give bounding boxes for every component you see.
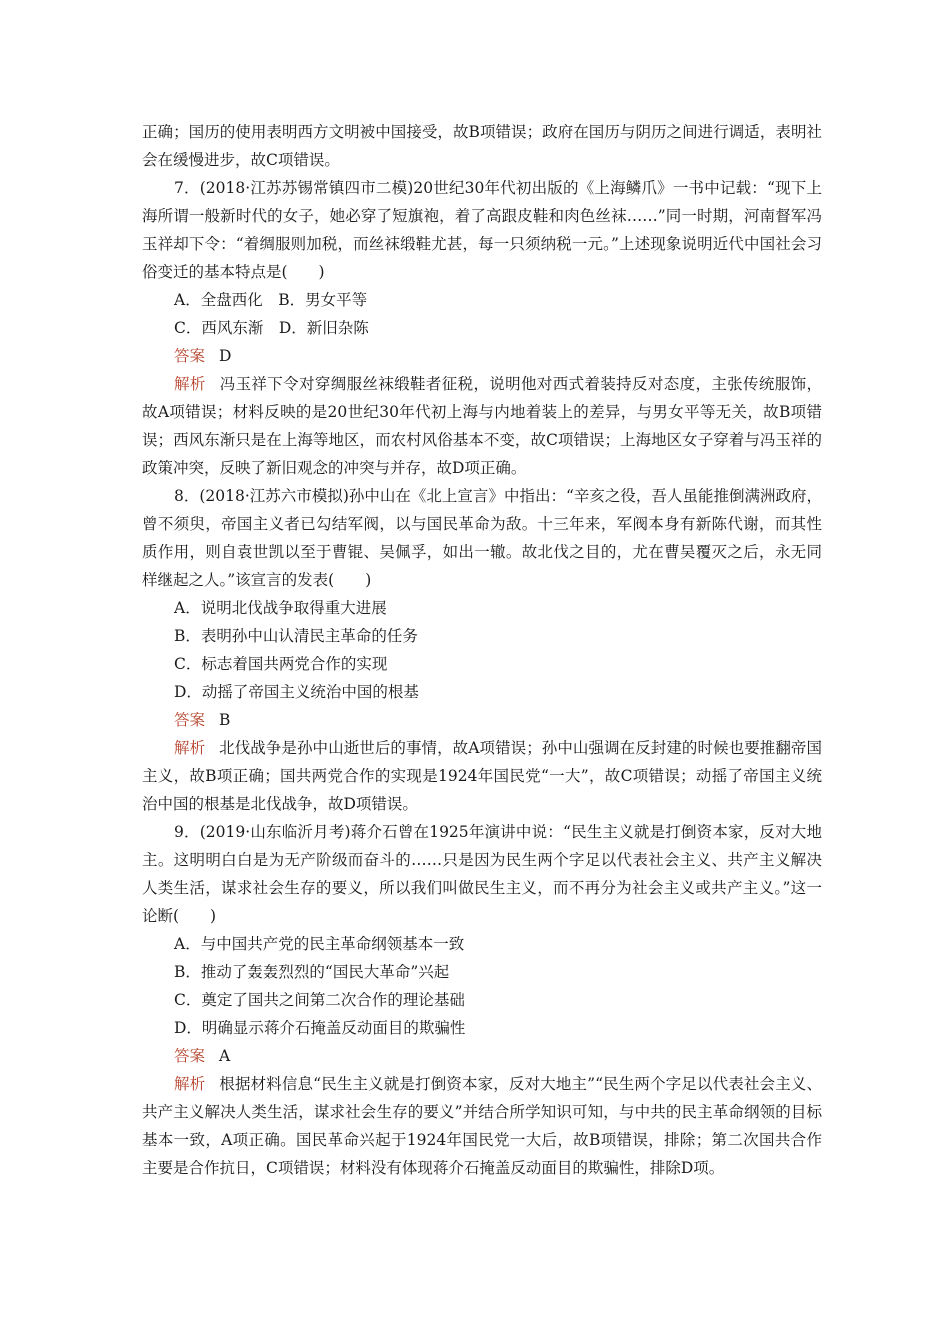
question-8-option-d: D．动摇了帝国主义统治中国的根基 xyxy=(174,683,419,701)
analysis-text: 北伐战争是孙中山逝世后的事情，故A项错误；孙中山强调在反封建的时候也要推翻帝国主义，故B项正确；国共两党合作的实现是1924年国民党“一大”，故C项错误；动摇了帝国主义统治中国的根基是北伐战争，故D项错误。 xyxy=(142,739,822,813)
analysis-label: 解析 xyxy=(174,375,206,393)
analysis-text: 根据材料信息“民生主义就是打倒资本家，反对大地主”“民生两个字足以代表社会主义、共产主义解决人类生活，谋求社会生存的要义”并结合所学知识可知，与中共的民主革命纲领的目标基本一致，A项正确。国民革命兴起于1924年国民党一大后，故B项错误，排除；第二次国共合作主要是合作抗日，C项错误；材料没有体现蒋介石掩盖反动面目的欺骗性，排除D项。 xyxy=(142,1075,822,1177)
question-8-stem: 8．(2018·江苏六市模拟)孙中山在《北上宣言》中指出：“辛亥之役，吾人虽能推倒满洲政府，曾不须臾，帝国主义者已勾结军阀，以与国民革命为敌。十三年来，军阀本身有新陈代谢，而其性质作用，则自袁世凯以至于曹锟、吴佩孚，如出一辙。故北伐之目的，尤在曹吴覆灭之后，永无同样继起之人。”该宣言的发表( ) xyxy=(142,487,822,589)
analysis-label: 解析 xyxy=(174,1075,206,1093)
question-8-answer xyxy=(142,706,822,734)
question-9-answer xyxy=(142,1042,822,1070)
analysis-label: 解析 xyxy=(174,739,206,757)
question-7-stem: 7．(2018·江苏苏锡常镇四市二模)20世纪30年代初出版的《上海鳞爪》一书中记载：“现下上海所谓一般新时代的女子，她必穿了短旗袍，着了高跟皮鞋和肉色丝袜……”同一时期，河南督军冯玉祥却下令：“着绸服则加税，而丝袜缎鞋尤甚，每一只须纳税一元。”上述现象说明近代中国社会习俗变迁的基本特点是( ) xyxy=(142,179,822,281)
question-7-analysis xyxy=(142,370,822,482)
question-7-options-cd: C．西风东渐 D．新旧杂陈 xyxy=(174,319,369,337)
analysis-text: 冯玉祥下令对穿绸服丝袜缎鞋者征税，说明他对西式着装持反对态度，主张传统服饰，故A项错误；材料反映的是20世纪30年代初上海与内地着装上的差异，与男女平等无关，故B项错误；西风东渐只是在上海等地区，而农村风俗基本不变，故C项错误；上海地区女子穿着与冯玉祥的政策冲突，反映了新旧观念的冲突与并存，故D项正确。 xyxy=(142,375,822,477)
question-8-option-c: C．标志着国共两党合作的实现 xyxy=(174,655,388,673)
question-9-option-a: A．与中国共产党的民主革命纲领基本一致 xyxy=(174,935,465,953)
document-body xyxy=(142,118,822,1182)
answer-value: D xyxy=(219,347,232,365)
continued-paragraph: 正确；国历的使用表明西方文明被中国接受，故B项错误；政府在国历与阴历之间进行调适，表明社会在缓慢进步，故C项错误。 xyxy=(142,123,822,169)
answer-label: 答案 xyxy=(174,347,206,365)
question-8-analysis xyxy=(142,734,822,818)
question-9-option-c: C．奠定了国共之间第二次合作的理论基础 xyxy=(174,991,465,1009)
answer-label: 答案 xyxy=(174,711,206,729)
question-7-options-ab: A．全盘西化 B．男女平等 xyxy=(174,291,368,309)
answer-value: A xyxy=(219,1047,231,1065)
question-8-option-a: A．说明北伐战争取得重大进展 xyxy=(174,599,387,617)
question-8-option-b: B．表明孙中山认清民主革命的任务 xyxy=(174,627,418,645)
answer-label: 答案 xyxy=(174,1047,206,1065)
question-7-answer xyxy=(142,342,822,370)
question-9-option-d: D．明确显示蒋介石掩盖反动面目的欺骗性 xyxy=(174,1019,466,1037)
question-9-stem: 9．(2019·山东临沂月考)蒋介石曾在1925年演讲中说：“民生主义就是打倒资本家，反对大地主。这明明白白是为无产阶级而奋斗的……只是因为民生两个字足以代表社会主义、共产主义解决人类生活，谋求社会生存的要义，所以我们叫做民生主义，而不再分为社会主义或共产主义。”这一论断( ) xyxy=(142,823,822,925)
answer-value: B xyxy=(219,711,231,729)
question-9-option-b: B．推动了轰轰烈烈的“国民大革命”兴起 xyxy=(174,963,450,981)
question-9-analysis xyxy=(142,1070,822,1182)
